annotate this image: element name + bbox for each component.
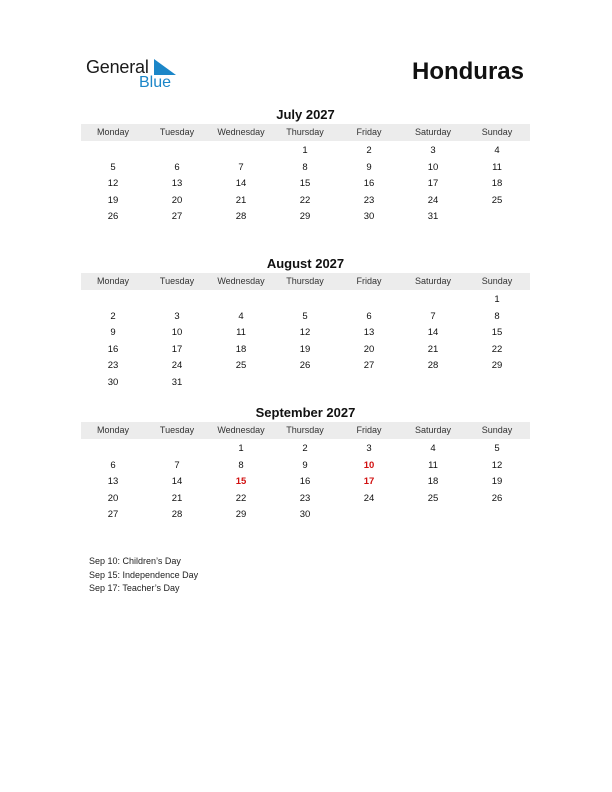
day-cell: 5 [110,161,116,173]
week-row [81,458,530,475]
holiday-day-cell: 15 [235,476,247,488]
week-row [81,342,530,359]
day-cell: 26 [299,360,311,372]
day-cell: 2 [302,443,308,454]
day-cell: 19 [491,476,503,488]
weekday-label: Wednesday [217,276,265,286]
weekday-label: Wednesday [217,127,265,137]
day-cell: 27 [171,211,183,223]
holiday-item: Sep 10: Children’s Day [89,556,181,566]
day-cell: 16 [299,476,311,488]
day-cell: 7 [174,459,180,471]
country-title: Honduras [411,58,524,85]
day-cell: 8 [302,161,308,173]
week-row [81,292,530,309]
day-cell [337,507,401,524]
day-cell: 10 [427,161,439,173]
day-cell [273,375,337,392]
day-cell: 5 [302,310,308,322]
day-cell [209,375,273,392]
day-cell: 21 [427,343,439,355]
day-cell [337,375,401,392]
weekday-label: Wednesday [217,425,265,435]
day-cell: 27 [363,360,375,372]
day-cell: 30 [299,509,311,521]
day-cell [145,143,209,160]
day-cell: 2 [110,310,116,322]
day-cell [81,292,145,309]
day-cell: 29 [299,211,311,223]
day-cell: 23 [299,492,311,504]
day-cell: 24 [363,492,375,504]
day-cell: 3 [366,443,372,454]
holiday-day-cell: 10 [363,459,375,471]
weekday-label: Tuesday [159,276,195,286]
day-cell: 28 [235,211,247,223]
week-row [81,193,530,210]
week-row [81,441,530,458]
week-row [81,325,530,342]
day-cell [401,375,465,392]
day-cell: 8 [238,459,244,471]
day-cell: 21 [235,194,247,206]
weekday-label: Thursday [286,127,324,137]
weekday-header-row [81,124,530,141]
weekday-header-row [81,273,530,290]
day-cell: 1 [302,145,308,156]
weeks-grid [81,143,530,226]
day-cell: 9 [302,459,308,471]
day-cell: 4 [238,310,244,322]
day-cell [209,292,273,309]
weekday-label: Friday [356,425,382,435]
day-cell: 13 [171,178,183,190]
week-row [81,491,530,508]
weekday-label: Friday [356,127,382,137]
day-cell: 14 [427,327,439,339]
day-cell: 23 [363,194,375,206]
day-cell: 30 [107,376,119,388]
day-cell: 1 [238,443,244,454]
day-cell: 16 [107,343,119,355]
day-cell: 6 [366,310,372,322]
day-cell: 8 [494,310,500,322]
day-cell: 6 [174,161,180,173]
day-cell: 18 [491,178,503,190]
day-cell [401,292,465,309]
weeks-grid [81,441,530,524]
day-cell: 1 [494,294,500,305]
day-cell: 7 [430,310,436,322]
month-title: September 2027 [255,405,356,420]
day-cell: 12 [299,327,311,339]
day-cell [145,441,209,458]
day-cell: 31 [427,211,439,223]
day-cell: 11 [428,459,438,471]
weekday-label: Friday [356,276,382,286]
day-cell [81,441,145,458]
weekday-label: Monday [96,127,130,137]
day-cell: 27 [107,509,119,521]
day-cell: 22 [235,492,247,504]
day-cell: 20 [171,194,183,206]
day-cell: 20 [363,343,375,355]
day-cell: 28 [427,360,439,372]
day-cell: 19 [299,343,311,355]
day-cell [465,507,529,524]
month-september [81,405,530,524]
weeks-grid [81,292,530,392]
day-cell [465,375,529,392]
weekday-label: Tuesday [159,425,195,435]
day-cell: 10 [171,327,183,339]
weekday-label: Thursday [286,276,324,286]
day-cell: 14 [171,476,183,488]
day-cell: 26 [107,211,119,223]
weekday-label: Sunday [481,425,513,435]
weekday-label: Tuesday [159,127,195,137]
day-cell: 21 [171,492,183,504]
day-cell [337,292,401,309]
day-cell: 6 [110,459,116,471]
day-cell: 5 [494,443,500,454]
day-cell: 15 [491,327,503,339]
day-cell [81,143,145,160]
week-row [81,160,530,177]
day-cell: 15 [299,178,311,190]
week-row [81,309,530,326]
day-cell: 3 [174,310,180,322]
month-title: August 2027 [266,256,345,271]
day-cell [209,143,273,160]
holiday-list [89,555,198,596]
day-cell: 11 [236,327,246,339]
week-row [81,375,530,392]
brand-blue-text: Blue [139,74,172,91]
day-cell: 17 [171,343,183,355]
day-cell: 9 [366,161,372,173]
weekday-label: Saturday [414,425,452,435]
day-cell: 18 [427,476,439,488]
day-cell: 14 [235,178,247,190]
day-cell [401,507,465,524]
day-cell: 20 [107,492,119,504]
week-row [81,176,530,193]
week-row [81,507,530,524]
day-cell: 22 [299,194,311,206]
brand-triangle-icon [154,59,176,75]
day-cell: 13 [107,476,119,488]
holiday-item: Sep 17: Teacher’s Day [89,583,180,594]
day-cell: 18 [235,343,247,355]
day-cell: 16 [363,178,375,190]
brand-logo [86,54,206,94]
day-cell: 31 [171,376,183,388]
day-cell [465,209,529,226]
day-cell: 25 [491,194,503,206]
weekday-label: Thursday [286,425,324,435]
day-cell: 4 [430,443,436,454]
brand-general-text: General [86,57,149,77]
day-cell: 3 [430,145,436,156]
day-cell: 25 [427,492,439,504]
day-cell: 22 [491,343,503,355]
day-cell: 29 [491,360,503,372]
day-cell: 23 [107,360,119,372]
day-cell [145,292,209,309]
day-cell: 24 [171,360,183,372]
day-cell: 25 [235,360,247,372]
holiday-item: Sep 15: Independence Day [89,569,199,580]
week-row [81,474,530,491]
day-cell [273,292,337,309]
day-cell: 12 [491,459,503,471]
weekday-label: Monday [96,425,130,435]
day-cell: 4 [494,145,500,156]
day-cell: 26 [491,492,503,504]
weekday-label: Saturday [414,276,452,286]
day-cell: 12 [107,178,119,190]
month-august [81,256,530,392]
day-cell: 24 [427,194,439,206]
week-row [81,358,530,375]
day-cell: 13 [363,327,375,339]
week-row [81,143,530,160]
weekday-label: Monday [96,276,130,286]
weekday-label: Sunday [481,127,513,137]
month-title: July 2027 [276,107,335,122]
day-cell: 19 [107,194,119,206]
weekday-label: Sunday [481,276,513,286]
week-row [81,209,530,226]
day-cell: 2 [366,145,372,156]
holiday-day-cell: 17 [363,476,375,488]
day-cell: 9 [110,327,116,339]
day-cell: 17 [427,178,439,190]
day-cell: 30 [363,211,375,223]
day-cell: 7 [238,161,244,173]
month-july [81,107,530,226]
day-cell: 29 [235,509,247,521]
weekday-header-row [81,422,530,439]
day-cell: 11 [492,161,502,173]
weekday-label: Saturday [414,127,452,137]
day-cell: 28 [171,509,183,521]
